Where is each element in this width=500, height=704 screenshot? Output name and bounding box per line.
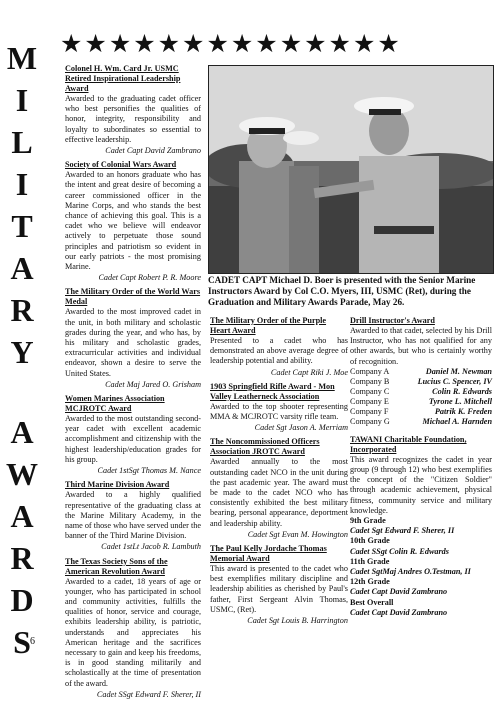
- title-letter: Y: [10, 334, 34, 370]
- award-description: Awarded to the top shooter representing MMA & MCJROTC varsity rifle team.: [210, 401, 348, 422]
- award-title: The Texas Society Sons of the American Revolution Award: [65, 556, 168, 576]
- title-letter: T: [11, 208, 33, 244]
- title-letter: A: [10, 250, 34, 286]
- award-section: [210, 544, 348, 626]
- grade-recipient: Cadet Capt David Zambrano: [350, 587, 448, 597]
- company-row: [350, 397, 492, 407]
- title-letter: M: [6, 40, 38, 76]
- award-description: Awarded to that cadet, selected by his Drill Instructor, who has not qualified for any other awards, but who is certainly worthy of recognition.: [350, 326, 492, 366]
- title-letter: I: [15, 166, 29, 202]
- grade-recipient: Cadet Capt David Zambrano: [350, 607, 448, 617]
- title-letter: R: [10, 292, 34, 328]
- company-row: [350, 417, 492, 427]
- company-recipient: Lucius C. Spencer, IV: [417, 376, 492, 386]
- award-recipient: Cadet Sgt Jason A. Merriam: [254, 423, 348, 433]
- award-description: Awarded to the graduating cadet officer who best personifies the qualities of honor, integrity, responsibility and loyalty to subordinates so essential to effective leadership.: [65, 94, 201, 144]
- title-letter: A: [10, 414, 34, 450]
- award-recipient: Cadet 1stSgt Thomas M. Nance: [97, 466, 201, 476]
- title-letter: I: [15, 82, 29, 118]
- award-recipient: Cadet Capt Riki J. Moe: [270, 367, 348, 377]
- award-recipient: Cadet SSgt Edward F. Sherer, II: [96, 689, 201, 699]
- title-letter: R: [10, 540, 34, 576]
- grade-recipient: Cadet SSgt Colin R. Edwards: [350, 546, 449, 556]
- grade-label: Best Overall: [350, 597, 394, 607]
- title-spacer: [2, 374, 42, 412]
- award-section: [65, 394, 201, 476]
- award-section: [210, 316, 348, 378]
- award-description: Awarded annually to the most outstanding cadet NCO in the unit during the past academic year. The award must be made to the cadet NCO who has consistently exhibited the best military bearing, personal appearance, deportment and leadership ability.: [210, 457, 348, 528]
- company-row: [350, 387, 492, 397]
- company-label: Company E: [350, 396, 389, 406]
- award-section: [65, 557, 201, 700]
- title-letter: S: [13, 624, 31, 660]
- award-title: The Military Order of the Purple Heart Award: [210, 316, 327, 335]
- award-title: The Noncommissioned Officers Association JROTC Award: [210, 437, 320, 457]
- left-column: [65, 64, 201, 704]
- star-banner: ★★★★★★★★★★★★★★: [60, 33, 402, 57]
- vertical-title: [2, 38, 42, 664]
- award-title: The Paul Kelly Jordache Thomas Memorial Award: [210, 544, 327, 564]
- award-recipient: Cadet Sgt Louis B. Harrington: [247, 616, 348, 626]
- middle-column: [210, 316, 348, 630]
- award-title: 1903 Springfield Rifle Award - Mon Valley Leatherneck Association: [210, 381, 335, 401]
- award-description: Awarded to a cadet, 18 years of age or younger, who has participated in school and community activities, fulfills the qualities of honor, service and courage, exhibits leadership ability, is patriotic, understands and appreciates his American heritage and the sacrifices necessary to gain and keep his freedoms, is in good standing militarily and scholastically at the time of presentation of the award.: [65, 576, 201, 688]
- award-recipient: Cadet Capt David Zambrano: [105, 146, 201, 156]
- grade-label: 11th Grade: [350, 556, 390, 566]
- company-recipient: Colin R. Edwards: [432, 386, 492, 396]
- title-letter: W: [6, 456, 38, 492]
- company-recipient: Tyrone L. Mitchell: [428, 396, 492, 406]
- award-title: Women Marines Association MCJROTC Award: [65, 394, 165, 414]
- photo-illustration: [209, 66, 493, 273]
- company-label: Company B: [350, 376, 390, 386]
- award-section: [65, 64, 201, 156]
- company-row: [350, 407, 492, 417]
- award-recipient: Cadet Maj Jared O. Grisham: [105, 379, 201, 389]
- grade-label: 10th Grade: [350, 536, 390, 546]
- company-label: Company A: [350, 366, 390, 376]
- award-description: Awarded to an honors graduate who has the intent and great desire of becoming a career commissioned officer in the Marine Corps, and who stands the best chance of achieving this goal. This is a cadet who we believe will endeavor actively to perpetuate those sound principles and patriotism so evident in our early patriots - the most promising Marine.: [65, 170, 201, 272]
- award-title: Society of Colonial Wars Award: [65, 160, 177, 170]
- award-description: This award recognizes the cadet in year group (9 through 12) who best exemplifies the concept of the "Citizen Soldier" through academic achievement, physical fitness, community service and military knowledge.: [350, 454, 492, 515]
- drill-instructor-section: [350, 316, 492, 427]
- grade-label: 12th Grade: [350, 577, 390, 587]
- award-recipient: Cadet Capt Robert P. R. Moore: [98, 273, 201, 283]
- award-section: [65, 287, 201, 390]
- award-photo: [208, 65, 494, 274]
- page-number: 6: [30, 636, 35, 647]
- award-title: Colonel H. Wm. Card Jr. USMC Retired Inspirational Leadership Award: [65, 64, 181, 93]
- company-recipient: Michael A. Harnden: [422, 416, 492, 426]
- award-description: This award is presented to the cadet who best exemplifies military discipline and leadership abilities as cherished by Paul's father, First Sergeant Alvin Thomas, USMC, (Ret).: [210, 564, 348, 614]
- title-letter: L: [11, 124, 33, 160]
- company-label: Company C: [350, 386, 390, 396]
- title-letter: A: [10, 498, 34, 534]
- award-recipient: Cadet 1stLt Jacob R. Lambuth: [101, 542, 201, 552]
- award-title: TAWANI Charitable Foundation, Incorporated: [350, 434, 467, 454]
- company-label: Company G: [350, 416, 390, 426]
- award-section: [65, 480, 201, 552]
- award-section: [65, 160, 201, 283]
- company-row: [350, 367, 492, 377]
- title-letter: D: [10, 582, 34, 618]
- award-description: Awarded to the most improved cadet in the unit, in both military and scholastic grades during the year, and who has, by his military and scholastic grades, extracurricular activities and individual endeavor, shown a desire to serve the United States.: [65, 307, 201, 378]
- company-recipient: Patrik K. Freden: [434, 406, 492, 416]
- award-section: [210, 437, 348, 540]
- award-description: Awarded to a highly qualified representative of the graduating class at the Marine Military Academy, in the name of those who have served under the banner of the Third Marine Division.: [65, 490, 201, 541]
- company-row: [350, 377, 492, 387]
- company-table: [350, 367, 492, 427]
- grade-recipient: Cadet Sgt Edward F. Sherer, II: [350, 526, 455, 536]
- grade-label: 9th Grade: [350, 516, 386, 526]
- award-description: Presented to a cadet who has demonstrated an above average degree of leadership potential and ability.: [210, 336, 348, 366]
- award-section: [210, 382, 348, 434]
- tawani-section: [350, 435, 492, 618]
- grade-recipient: Cadet SgtMaj Andres O.Testman, II: [350, 567, 471, 577]
- photo-caption: CADET CAPT Michael D. Boer is presented with the Senior Marine Instructors Award by Col C.O. Myers, III, USMC (Ret), during the Graduation and Military Awards Parade, May 26.: [208, 275, 476, 307]
- award-title: Drill Instructor's Award: [350, 316, 435, 325]
- award-recipient: Cadet Sgt Evan M. Howington: [247, 529, 348, 539]
- award-title: Third Marine Division Award: [65, 480, 170, 490]
- right-column: [350, 316, 492, 622]
- award-description: Awarded to the most outstanding second-year cadet with excellent academic accomplishment and citizenship with the highest leadership/education grades for his group.: [65, 414, 201, 464]
- company-recipient: Daniel M. Newman: [425, 366, 492, 376]
- award-title: The Military Order of the World Wars Medal: [65, 287, 201, 307]
- company-label: Company F: [350, 406, 389, 416]
